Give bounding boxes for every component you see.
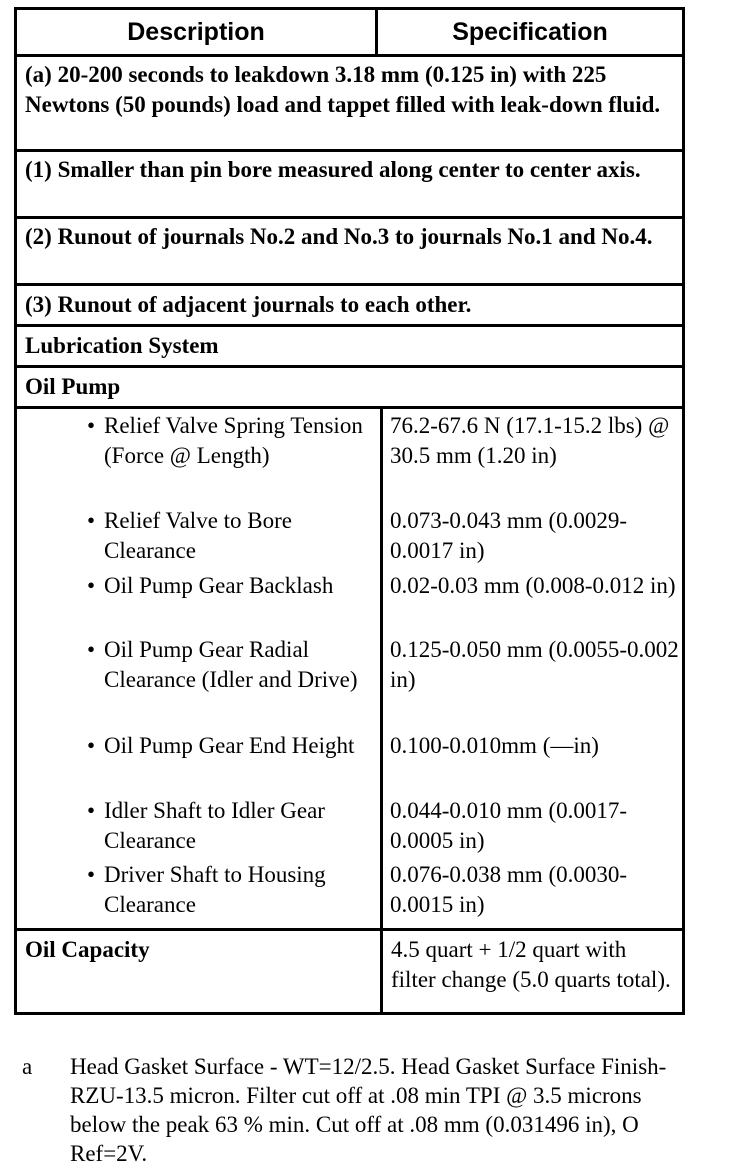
item-specification: 0.125-0.050 mm (0.0055-0.002 in): [390, 637, 679, 692]
note-row-a: [17, 54, 682, 149]
oil-pump-items-row: [17, 406, 682, 928]
footnote-mark: a: [22, 1054, 33, 1079]
table-header-row: [17, 10, 682, 54]
bullet-icon: •: [87, 637, 96, 662]
bullet-icon: •: [87, 508, 96, 533]
bullet-icon: •: [87, 413, 96, 438]
item-description: Oil Pump Gear Backlash: [104, 573, 334, 598]
item-description: Idler Shaft to Idler Gear Clearance: [104, 798, 325, 853]
item-specification: 0.100-0.010mm (—in): [390, 733, 599, 758]
footnote-text: Head Gasket Surface - WT=12/2.5. Head Gasket Surface Finish-RZU-13.5 micron. Filter cut off at .08 min TPI @ 3.5 microns below the peak 63 % min. Cut off at .08 mm (0.031496 in), O Ref=2V.: [70, 1054, 667, 1166]
header-description: Description: [17, 10, 378, 54]
header-specification: Specification: [452, 18, 608, 46]
item-specification: 0.044-0.010 mm (0.0017-0.0005 in): [390, 798, 628, 853]
note-2: (2) Runout of journals No.2 and No.3 to journals No.1 and No.4.: [25, 224, 653, 249]
oil-capacity-label: Oil Capacity: [17, 931, 383, 1012]
oil-capacity-value: 4.5 quart + 1/2 quart with filter change (5.0 quarts total).: [391, 937, 671, 992]
section-row-lubrication: [17, 324, 682, 365]
note-row-1: [17, 149, 682, 216]
item-specification: 0.02-0.03 mm (0.008-0.012 in): [390, 573, 676, 598]
note-a: (a) 20-200 seconds to leakdown 3.18 mm (0.125 in) with 225 Newtons (50 pounds) load and tappet filled with leak-down fluid.: [25, 62, 661, 117]
section-row-oil-pump: [17, 365, 682, 406]
note-1: (1) Smaller than pin bore measured along center to center axis.: [25, 157, 641, 182]
item-specification: 0.073-0.043 mm (0.0029-0.0017 in): [390, 508, 628, 563]
note-3: (3) Runout of adjacent journals to each other.: [25, 292, 472, 317]
bullet-icon: •: [87, 798, 96, 823]
item-specification: 76.2-67.6 N (17.1-15.2 lbs) @ 30.5 mm (1.20 in): [390, 413, 670, 468]
bullet-icon: •: [87, 733, 96, 758]
item-description: Driver Shaft to Housing Clearance: [104, 862, 326, 917]
item-description: Relief Valve Spring Tension (Force @ Length): [104, 413, 363, 468]
spec-table: [14, 7, 685, 1015]
note-row-2: [17, 216, 682, 283]
item-specification: 0.076-0.038 mm (0.0030-0.0015 in): [390, 862, 628, 917]
bullet-icon: •: [87, 573, 96, 598]
item-description: Relief Valve to Bore Clearance: [104, 508, 292, 563]
bullet-icon: •: [87, 862, 96, 887]
oil-capacity-row: [17, 928, 682, 1012]
section-oil-pump: Oil Pump: [25, 374, 121, 399]
item-description: Oil Pump Gear End Height: [104, 733, 355, 758]
section-lubrication-system: Lubrication System: [25, 333, 219, 358]
item-description: Oil Pump Gear Radial Clearance (Idler and Drive): [104, 637, 358, 692]
note-row-3: [17, 283, 682, 324]
